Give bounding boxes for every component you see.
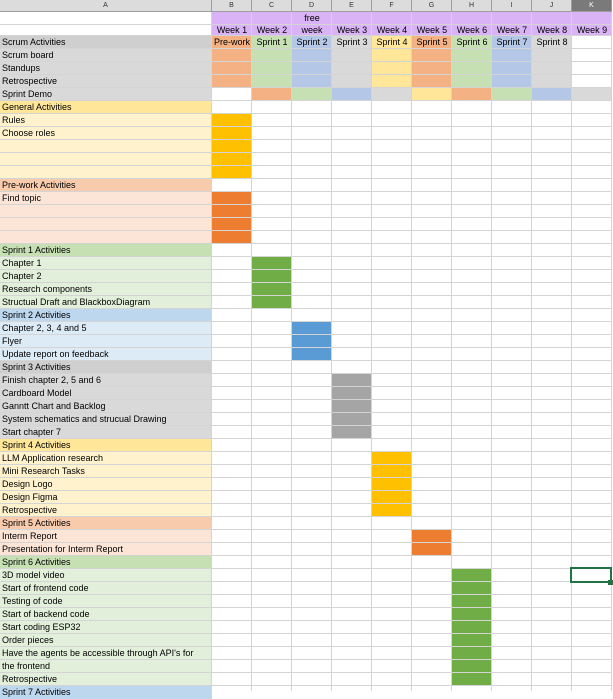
sprint-label-0: Pre-work <box>214 37 251 47</box>
sprint-label-6: Sprint 6 <box>456 37 488 47</box>
row-gridline <box>0 165 612 166</box>
activity-cell[interactable]: Ganntt Chart and Backlog <box>2 401 106 411</box>
activity-cell[interactable]: Design Logo <box>2 479 53 489</box>
sprint-label-7: Sprint 7 <box>496 37 528 47</box>
section-title[interactable]: Sprint 3 Activities <box>2 362 71 372</box>
activity-cell[interactable]: Mini Research Tasks <box>2 466 85 476</box>
activity-cell[interactable]: Start of frontend code <box>2 583 89 593</box>
activity-cell[interactable]: System schematics and strucual Drawing <box>2 414 167 424</box>
column-header-e[interactable]: E <box>332 0 372 12</box>
week-label-9: Week 9 <box>576 25 608 35</box>
section-title[interactable]: General Activities <box>2 102 72 112</box>
week-label-8: Week 8 <box>536 25 568 35</box>
week-label-2: week <box>301 25 323 35</box>
activity-cell[interactable]: Chapter 2 <box>2 271 42 281</box>
column-gridline <box>451 12 452 691</box>
section-title[interactable]: Scrum Activities <box>2 37 66 47</box>
activity-cell[interactable]: Choose roles <box>2 128 56 138</box>
fill-handle[interactable] <box>608 580 613 585</box>
sprint-label-4: Sprint 4 <box>376 37 408 47</box>
activity-cell[interactable]: Retrospective <box>2 76 58 86</box>
column-gridline <box>411 12 412 691</box>
sprint-label-5: Sprint 5 <box>416 37 448 47</box>
section-title[interactable]: Sprint 5 Activities <box>2 518 71 528</box>
gantt-bar-sprint6 <box>452 569 492 686</box>
sprint-label-8: Sprint 8 <box>536 37 568 47</box>
gantt-bar-prework <box>212 192 252 244</box>
section-title[interactable]: Sprint 7 Activities <box>2 687 71 697</box>
column-header-i[interactable]: I <box>492 0 532 12</box>
gantt-bar-sprint3 <box>332 374 372 439</box>
column-gridline <box>491 12 492 691</box>
section-title[interactable]: Sprint 4 Activities <box>2 440 71 450</box>
week-label-4: Week 4 <box>376 25 408 35</box>
activity-cell[interactable]: LLM Application research <box>2 453 104 463</box>
activity-cell[interactable]: Interm Report <box>2 531 58 541</box>
activity-cell[interactable]: Retrospective <box>2 674 58 684</box>
column-gridline <box>291 12 292 691</box>
column-gridline <box>251 12 252 691</box>
column-header-f[interactable]: F <box>372 0 412 12</box>
gantt-bar-sprint5 <box>412 530 452 556</box>
column-gridline <box>611 12 612 691</box>
week-label-5: Week 5 <box>416 25 448 35</box>
column-gridline <box>531 12 532 691</box>
section-title[interactable]: Sprint 6 Activities <box>2 557 71 567</box>
section-title[interactable]: Sprint 2 Activities <box>2 310 71 320</box>
column-header-j[interactable]: J <box>532 0 572 12</box>
gantt-bar-sprint4 <box>372 452 412 517</box>
activity-cell[interactable]: Cardboard Model <box>2 388 72 398</box>
activity-cell[interactable]: Presentation for Interm Report <box>2 544 124 554</box>
sprint-label-3: Sprint 3 <box>336 37 368 47</box>
activity-cell[interactable]: Flyer <box>2 336 22 346</box>
activity-cell[interactable]: Testing of code <box>2 596 63 606</box>
column-header-a[interactable]: A <box>0 0 212 12</box>
activity-cell[interactable]: Order pieces <box>2 635 54 645</box>
free-week-label: free <box>304 13 320 23</box>
activity-cell[interactable]: Have the agents be accessible through API's for <box>2 648 194 658</box>
activity-cell[interactable]: Scrum board <box>2 50 54 60</box>
gantt-bar-general <box>212 114 252 179</box>
section-title[interactable]: Sprint 1 Activities <box>2 245 71 255</box>
week-label-0: Week 1 <box>216 25 248 35</box>
activity-cell[interactable]: Chapter 1 <box>2 258 42 268</box>
activity-cell[interactable]: the frontend <box>2 661 51 671</box>
week-label-1: Week 2 <box>256 25 288 35</box>
column-gridline <box>331 12 332 691</box>
week-label-6: Week 6 <box>456 25 488 35</box>
section-title[interactable]: Pre-work Activities <box>2 180 76 190</box>
selected-cell[interactable] <box>570 567 612 583</box>
column-header-h[interactable]: H <box>452 0 492 12</box>
activity-cell[interactable]: Start of backend code <box>2 609 90 619</box>
column-gridline <box>571 12 572 691</box>
activity-cell[interactable]: Rules <box>2 115 26 125</box>
sprint-label-1: Sprint 1 <box>256 37 288 47</box>
row-gridline <box>0 230 612 231</box>
activity-cell[interactable]: Standups <box>2 63 41 73</box>
activity-cell[interactable]: Find topic <box>2 193 42 203</box>
week-label-3: Week 3 <box>336 25 368 35</box>
column-header-k[interactable]: K <box>572 0 612 12</box>
gantt-bar-sprint1 <box>252 257 292 309</box>
column-header-c[interactable]: C <box>252 0 292 12</box>
week-label-7: Week 7 <box>496 25 528 35</box>
activity-cell[interactable]: Update report on feedback <box>2 349 109 359</box>
activity-cell[interactable]: Start chapter 7 <box>2 427 62 437</box>
activity-cell[interactable]: Start coding ESP32 <box>2 622 81 632</box>
column-gridline <box>371 12 372 691</box>
activity-cell[interactable]: Retrospective <box>2 505 58 515</box>
activity-cell[interactable]: Structual Draft and BlackboxDiagram <box>2 297 151 307</box>
activity-cell[interactable]: Finish chapter 2, 5 and 6 <box>2 375 102 385</box>
column-header-g[interactable]: G <box>412 0 452 12</box>
activity-cell[interactable]: 3D model video <box>2 570 65 580</box>
row-gridline <box>0 152 612 153</box>
activity-cell[interactable]: Design Figma <box>2 492 58 502</box>
activity-cell[interactable]: Sprint Demo <box>2 89 53 99</box>
gantt-bar-sprint2 <box>292 322 332 361</box>
row-gridline <box>0 217 612 218</box>
activity-cell[interactable]: Research components <box>2 284 93 294</box>
column-header-d[interactable]: D <box>292 0 332 12</box>
column-header-b[interactable]: B <box>212 0 252 12</box>
sprint-label-2: Sprint 2 <box>296 37 328 47</box>
activity-cell[interactable]: Chapter 2, 3, 4 and 5 <box>2 323 87 333</box>
